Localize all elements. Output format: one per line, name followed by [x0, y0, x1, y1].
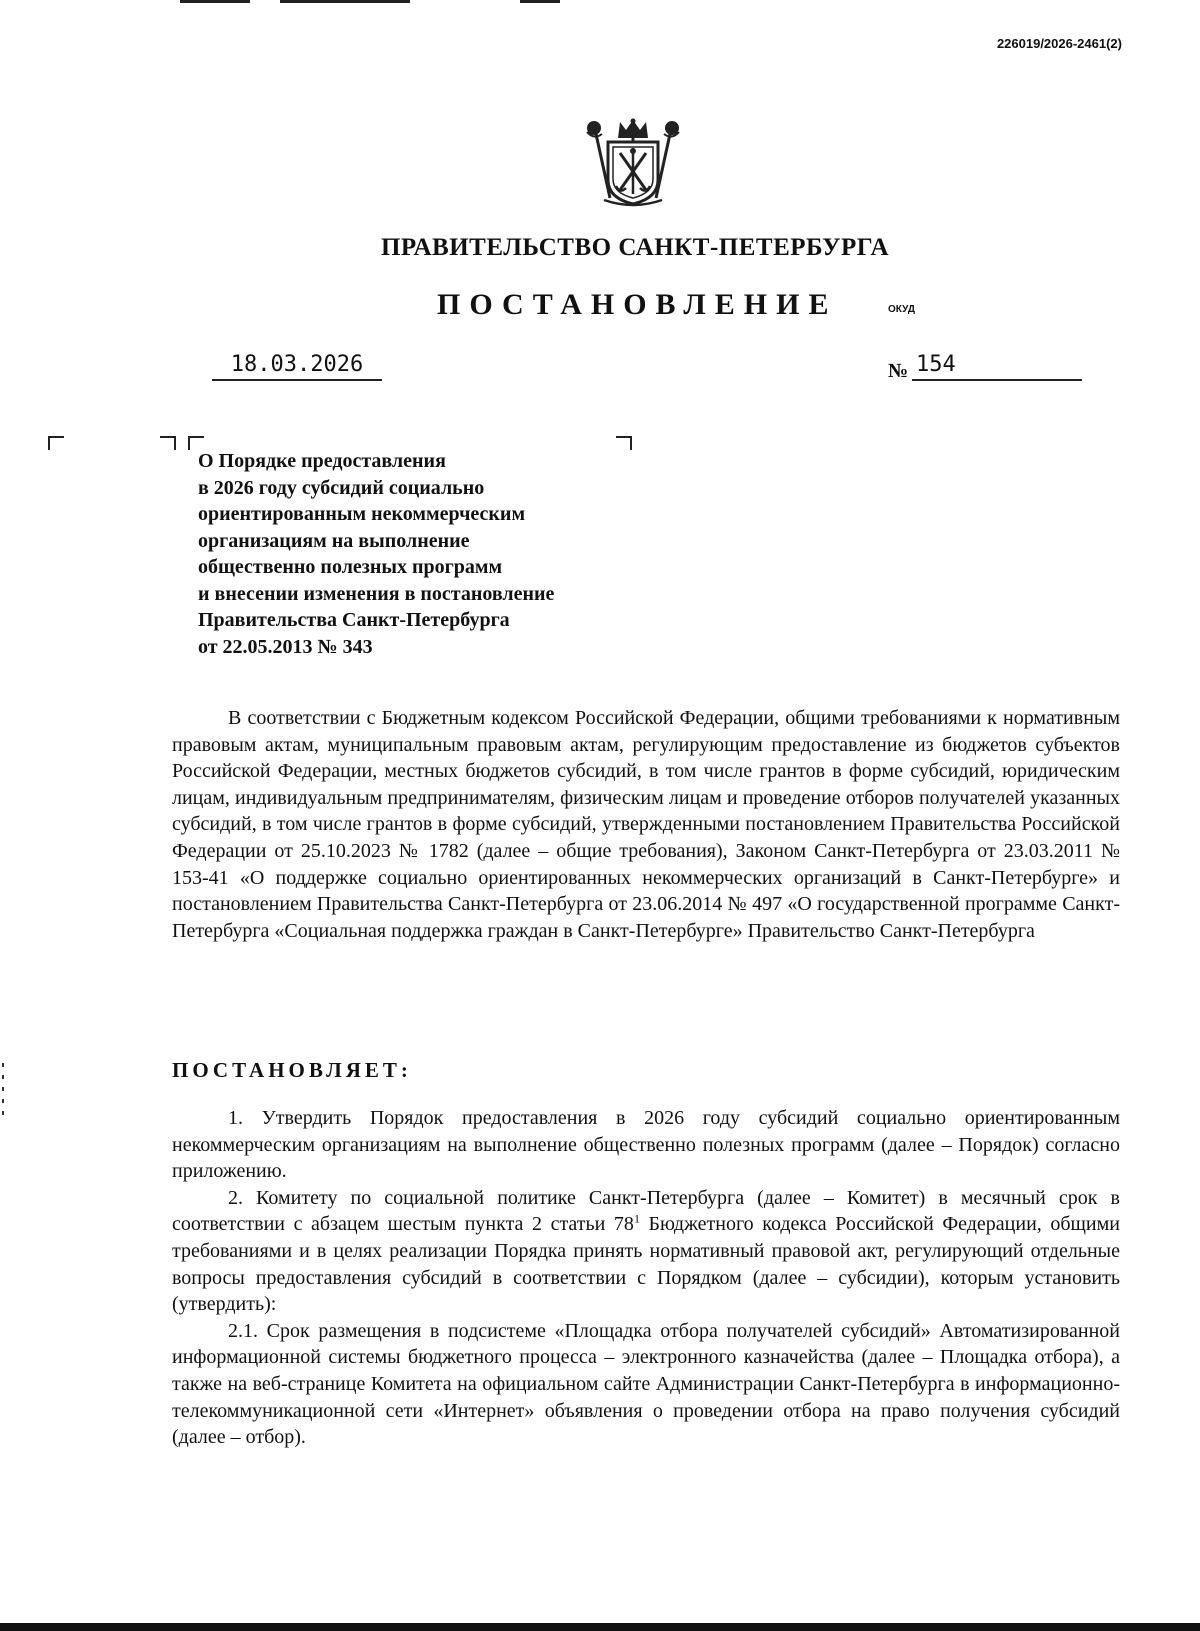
- scan-top-marks: [180, 0, 600, 8]
- decree-heading: ПОСТАНОВЛЯЕТ:: [172, 1058, 412, 1082]
- document-subject: [198, 448, 554, 660]
- item-2-text-cont: Бюджетного кодекса Российской Федерации, общими требованиями и в целях реализации Порядка принять нормативный правовой акт, регулирующий отдельные вопросы предоставления субсидий в соответствии с Порядком (далее – субсидии), которым установить (утвердить):: [172, 1213, 1120, 1316]
- bracket-corner-right: [616, 436, 632, 450]
- preamble-paragraph: В соответствии с Бюджетным кодексом Российской Федерации, общими требованиями к нормативным правовым актам, муниципальным правовым актам, регулирующим предоставление из бюджетов субъектов Российской Федерации, местных бюджетов субсидий, в том числе грантов в форме субсидий, юридическим лицам, индивидуальным предпринимателям, физическим лицам и проведение отборов получателей указанных субсидий, в том числе грантов в форме субсидий, утвержденными постановлением Правительства Российской Федерации от 25.10.2023 № 1782 (далее – общие требования), Законом Санкт-Петербурга от 23.03.2011 № 153-41 «О поддержке социально ориентированных некоммерческих организаций в Санкт-Петербурге» и постановлением Правительства Санкт-Петербурга от 23.06.2014 № 497 «О государственной программе Санкт-Петербурга «Социальная поддержка граждан в Санкт-Петербурге» Правительство Санкт-Петербурга: [172, 707, 1120, 942]
- government-title: ПРАВИТЕЛЬСТВО САНКТ-ПЕТЕРБУРГА: [380, 234, 890, 261]
- scan-bottom-edge: [0, 1623, 1200, 1631]
- scan-edge-marks: [2, 1063, 5, 1123]
- okud-label: ОКУД: [888, 304, 915, 315]
- subject-line: и внесении изменения в постановление: [198, 582, 555, 605]
- coat-of-arms-icon: [582, 118, 684, 208]
- subject-line: общественно полезных программ: [198, 556, 503, 578]
- subject-line: в 2026 году субсидий социально: [198, 476, 485, 499]
- article-superscript: 1: [633, 1211, 640, 1226]
- item-2: [172, 1185, 1120, 1318]
- document-number: 154: [916, 352, 956, 377]
- number-label: №: [888, 360, 909, 382]
- subject-line: О Порядке предоставления: [198, 450, 446, 472]
- item-2-1: 2.1. Срок размещения в подсистеме «Площадка отбора получателей субсидий» Автоматизированной информационной системы бюджетного процесса – электронного казначейства (далее – Площадка отбора), а также на веб-странице Комитета на официальном сайте Администрации Санкт-Петербурга в информационно-телекоммуникационной сети «Интернет» объявления о проведении отбора на право получения субсидий (далее – отбор).: [172, 1319, 1120, 1449]
- item-2-text: 2. Комитету по социальной политике Санкт-Петербурга (далее – Комитет) в месячный срок в соответствии с абзацем шестым пункта 2 статьи 78: [172, 1186, 1120, 1236]
- document-type-title: ПОСТАНОВЛЕНИЕ: [437, 288, 838, 321]
- document-id: 226019/2026-2461(2): [996, 36, 1122, 51]
- subject-line: от 22.05.2013 № 343: [198, 635, 373, 658]
- number-field: [912, 352, 1082, 381]
- bracket-corner: [160, 436, 176, 450]
- subject-line: ориентированным некоммерческим: [198, 503, 526, 525]
- date-field: [212, 352, 382, 381]
- decree-items: [172, 1105, 1120, 1451]
- bracket-corner-left: [48, 436, 64, 450]
- subject-line: организациям на выполнение: [198, 529, 470, 552]
- preamble-section: [172, 705, 1120, 944]
- subject-line: Правительства Санкт-Петербурга: [198, 609, 510, 631]
- item-1: 1. Утвердить Порядок предоставления в 2026 году субсидий социально ориентированным некоммерческим организациям на выполнение общественно полезных программ (далее – Порядок) согласно приложению.: [172, 1107, 1120, 1183]
- document-date: 18.03.2026: [230, 352, 364, 377]
